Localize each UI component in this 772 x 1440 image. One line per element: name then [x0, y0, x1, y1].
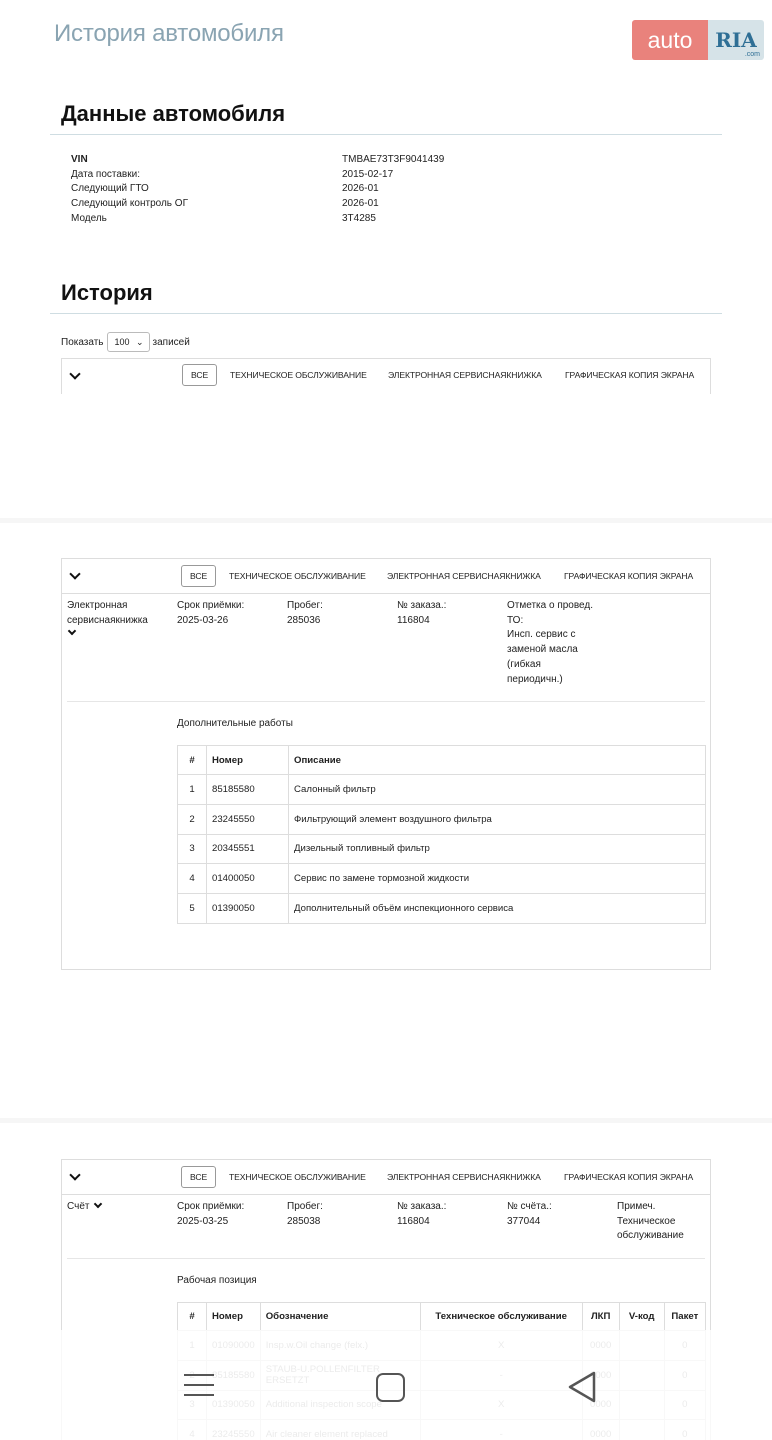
- row-expand-chevron-icon[interactable]: [94, 1200, 102, 1208]
- page-title: История автомобиля: [54, 20, 284, 47]
- tab-screen-copy[interactable]: ГРАФИЧЕСКАЯ КОПИЯ ЭКРАНА: [564, 571, 694, 581]
- tab-maintenance[interactable]: ТЕХНИЧЕСКОЕ ОБСЛУЖИВАНИЕ: [229, 571, 366, 581]
- next-emission-label: Следующий контроль ОГ: [71, 198, 188, 210]
- next-inspection-label: Следующий ГТО: [71, 183, 149, 195]
- divider: [67, 1258, 705, 1259]
- cell-index: 2: [178, 804, 207, 834]
- mileage: [287, 1200, 323, 1229]
- filter-tabs: [181, 1166, 216, 1188]
- order-number-value: 116804: [397, 1215, 430, 1227]
- mileage-label: Пробег:: [287, 1201, 323, 1212]
- page-length-select[interactable]: [107, 332, 150, 352]
- tab-e-service-book[interactable]: ЭЛЕКТРОННАЯ СЕРВИСНАЯКНИЖКА: [387, 1172, 541, 1182]
- section-separator: [0, 1118, 772, 1123]
- divider: [50, 313, 722, 314]
- cell-description: Дизельный топливный фильтр: [289, 834, 706, 864]
- cell-index: 5: [178, 894, 207, 924]
- logo-com-text: .com: [744, 51, 760, 58]
- tab-e-service-book[interactable]: ЭЛЕКТРОННАЯ СЕРВИСНАЯКНИЖКА: [388, 370, 542, 380]
- order-number-value: 116804: [397, 614, 430, 626]
- filter-bar: [61, 358, 711, 394]
- cell-description: Дополнительный объём инспекционного сервиса: [289, 894, 706, 924]
- table-row: [178, 894, 706, 924]
- mileage-value: 285038: [287, 1215, 321, 1227]
- entry-note-line: обслуживание: [617, 1230, 684, 1242]
- expand-chevron-icon[interactable]: [69, 368, 80, 379]
- vin-value: TMBAE73T3F9041439: [342, 154, 445, 165]
- service-note: [507, 599, 627, 687]
- work-position-heading: Рабочая позиция: [177, 1275, 257, 1286]
- table-row: [178, 834, 706, 864]
- model-label: Модель: [71, 212, 107, 224]
- invoice-number: [507, 1200, 552, 1229]
- col-lkp: ЛКП: [582, 1303, 619, 1331]
- service-note-line: ТО:: [507, 614, 524, 626]
- tab-all[interactable]: ВСЕ: [182, 364, 217, 386]
- vehicle-data-heading: Данные автомобиля: [61, 101, 286, 126]
- cell-description: Сервис по замене тормозной жидкости: [289, 864, 706, 894]
- service-note-line: периодичн.): [507, 673, 563, 685]
- col-number: Номер: [207, 1303, 261, 1331]
- history-heading: История: [61, 280, 153, 305]
- vin-label: VIN: [71, 154, 88, 165]
- show-label: Показать: [61, 336, 104, 348]
- logo-ria-word: RIA: [715, 28, 757, 52]
- acceptance-date-label: Срок приёмки:: [177, 600, 245, 611]
- col-number: Номер: [207, 746, 289, 775]
- cell-index: 1: [178, 775, 207, 805]
- records-label: записей: [152, 336, 190, 348]
- page-length-value: 100: [114, 337, 130, 347]
- cell-number: 01400050: [207, 864, 289, 894]
- invoice-number-value: 377044: [507, 1215, 541, 1227]
- autoria-logo[interactable]: [632, 20, 764, 60]
- order-number-label: № заказа.:: [397, 600, 447, 611]
- chevron-down-icon: ⌄: [135, 336, 144, 347]
- vehicle-values: [342, 153, 602, 227]
- tab-e-service-book[interactable]: ЭЛЕКТРОННАЯ СЕРВИСНАЯКНИЖКА: [387, 571, 541, 581]
- next-inspection-value: 2026-01: [342, 183, 379, 195]
- table-header-row: [178, 1303, 706, 1331]
- tab-maintenance[interactable]: ТЕХНИЧЕСКОЕ ОБСЛУЖИВАНИЕ: [229, 1172, 366, 1182]
- col-index: #: [178, 1303, 207, 1331]
- history-entry-e-service-book: [61, 558, 711, 970]
- cell-description: Салонный фильтр: [289, 775, 706, 805]
- acceptance-date-label: Срок приёмки:: [177, 1201, 245, 1212]
- service-note-line: заменой масла: [507, 644, 578, 656]
- acceptance-date-value: 2025-03-26: [177, 614, 229, 626]
- entry-note: [617, 1200, 707, 1244]
- entry-type[interactable]: [67, 1200, 89, 1215]
- col-description: Описание: [289, 746, 706, 775]
- cell-index: 3: [178, 834, 207, 864]
- col-v-code: V-код: [619, 1303, 664, 1331]
- additional-works-table: [177, 745, 706, 924]
- table-row: [178, 775, 706, 805]
- delivery-date-value: 2015-02-17: [342, 168, 394, 180]
- tab-screen-copy[interactable]: ГРАФИЧЕСКАЯ КОПИЯ ЭКРАНА: [564, 1172, 694, 1182]
- vehicle-labels: [71, 153, 331, 227]
- filter-tabs: [182, 364, 217, 386]
- divider: [50, 134, 722, 135]
- cell-number: 85185580: [207, 775, 289, 805]
- menu-icon[interactable]: [184, 1372, 214, 1398]
- divider: [67, 701, 705, 702]
- col-designation: Обозначение: [260, 1303, 420, 1331]
- cell-number: 01390050: [207, 894, 289, 924]
- expand-chevron-icon[interactable]: [69, 1169, 80, 1180]
- table-header-row: [178, 746, 706, 775]
- entry-type-line1: Электронная: [67, 600, 128, 611]
- mileage-label: Пробег:: [287, 600, 323, 611]
- mileage-value: 285036: [287, 614, 321, 626]
- additional-works-heading: Дополнительные работы: [177, 718, 293, 729]
- entry-type-label: Счёт: [67, 1201, 90, 1212]
- acceptance-date: [177, 599, 244, 628]
- service-note-line: (гибкая: [507, 658, 541, 670]
- cell-description: Фильтрующий элемент воздушного фильтра: [289, 804, 706, 834]
- entry-type-line2: сервиснаякнижка: [67, 614, 148, 626]
- cell-index: 4: [178, 864, 207, 894]
- section-separator: [0, 518, 772, 523]
- filter-tabs: [181, 565, 216, 587]
- back-icon[interactable]: [566, 1370, 598, 1404]
- home-icon[interactable]: [376, 1373, 405, 1402]
- cell-number: 20345551: [207, 834, 289, 864]
- col-maintenance: Техническое обслуживание: [420, 1303, 582, 1331]
- service-note-line: Инсп. сервис с: [507, 629, 576, 641]
- mileage: [287, 599, 323, 628]
- filter-bar: [62, 1160, 710, 1195]
- order-number-label: № заказа.:: [397, 1201, 447, 1212]
- delivery-date-label: Дата поставки:: [71, 168, 140, 180]
- cell-number: 23245550: [207, 804, 289, 834]
- tab-all[interactable]: ВСЕ: [181, 1166, 216, 1188]
- entry-type[interactable]: [67, 599, 172, 628]
- col-index: #: [178, 746, 207, 775]
- tab-all[interactable]: ВСЕ: [181, 565, 216, 587]
- page-length-control: [61, 332, 190, 352]
- logo-ria-text: [708, 20, 764, 60]
- expand-chevron-icon[interactable]: [69, 568, 80, 579]
- order-number: [397, 1200, 446, 1229]
- col-package: Пакет: [664, 1303, 705, 1331]
- filter-bar: [62, 559, 710, 594]
- entry-note-line: Техническое: [617, 1215, 676, 1227]
- order-number: [397, 599, 446, 628]
- acceptance-date: [177, 1200, 244, 1229]
- service-note-line: Отметка о провед.: [507, 600, 594, 611]
- invoice-number-label: № счёта.:: [507, 1201, 552, 1212]
- acceptance-date-value: 2025-03-25: [177, 1215, 229, 1227]
- tab-maintenance[interactable]: ТЕХНИЧЕСКОЕ ОБСЛУЖИВАНИЕ: [230, 370, 367, 380]
- table-row: [178, 864, 706, 894]
- next-emission-value: 2026-01: [342, 198, 379, 210]
- tab-screen-copy[interactable]: ГРАФИЧЕСКАЯ КОПИЯ ЭКРАНА: [565, 370, 695, 380]
- model-value: 3T4285: [342, 212, 376, 224]
- entry-note-line: Примеч.: [617, 1201, 656, 1212]
- table-row: [178, 804, 706, 834]
- logo-auto-text: auto: [632, 20, 708, 60]
